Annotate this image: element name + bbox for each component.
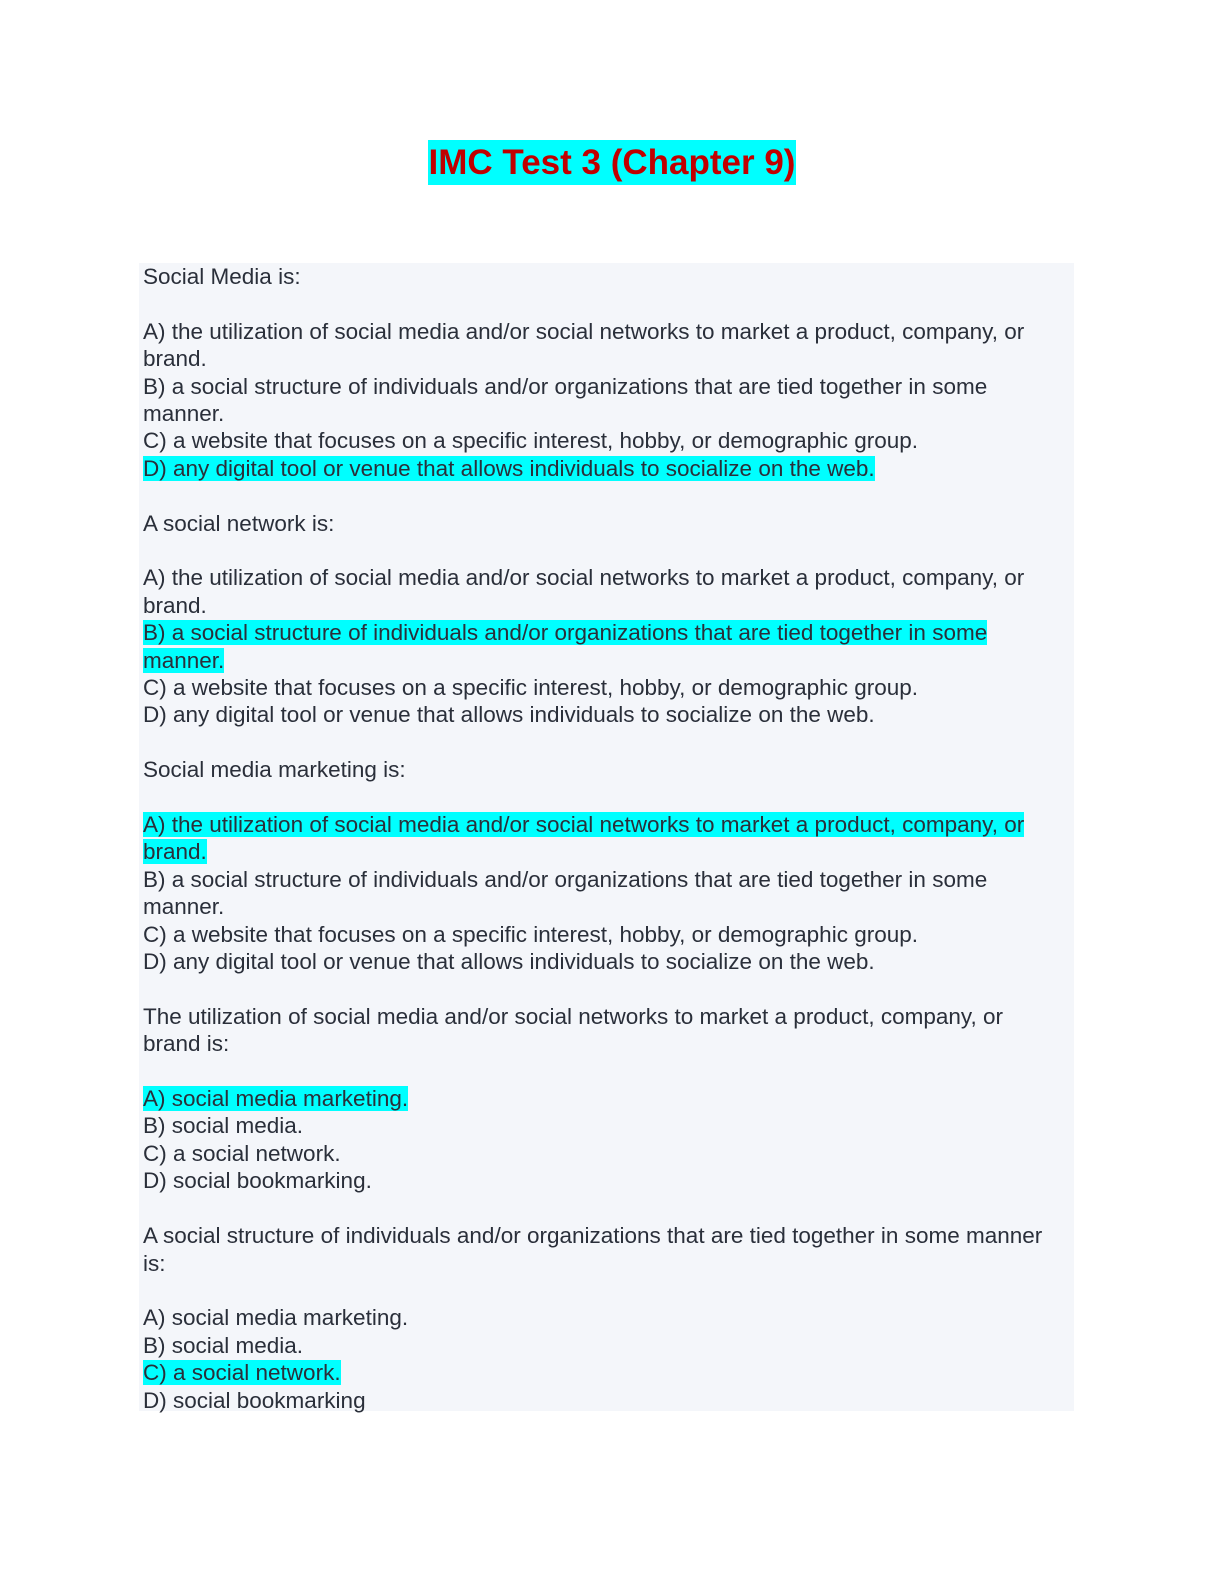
question-prompt: Social Media is:	[143, 264, 301, 289]
choice-d: D) social bookmarking.	[143, 1168, 372, 1194]
choice-c: C) a website that focuses on a specific interest, hobby, or demographic group.	[143, 921, 918, 947]
choice-b-correct	[143, 619, 1063, 674]
question-1	[143, 263, 1063, 482]
choice-a-correct	[143, 811, 1063, 866]
choice-c: C) a website that focuses on a specific interest, hobby, or demographic group.	[143, 675, 918, 701]
question-2	[143, 510, 1063, 729]
choice-c: C) a social network.	[143, 1140, 341, 1166]
question-5	[143, 1222, 1063, 1414]
choice-a: A) the utilization of social media and/or social networks to market a product, company, or brand.	[143, 565, 1025, 618]
answer-highlight: A) social media marketing.	[143, 1086, 409, 1112]
question-3	[143, 756, 1063, 975]
answer-highlight: D) any digital tool or venue that allows individuals to socialize on the web.	[143, 455, 875, 481]
question-list	[143, 263, 1063, 1414]
choice-d: D) social bookmarking	[143, 1387, 366, 1413]
choice-b: B) a social structure of individuals and/or organizations that are tied together in some manner.	[143, 866, 988, 920]
choice-c: C) a website that focuses on a specific interest, hobby, or demographic group.	[143, 428, 918, 454]
choice-a: A) the utilization of social media and/or social networks to market a product, company, or brand.	[143, 318, 1025, 372]
answer-highlight: C) a social network.	[143, 1360, 341, 1386]
answer-highlight: B) a social structure of individuals and/or organizations that are tied together in some manner.	[143, 620, 988, 673]
question-prompt: Social media marketing is:	[143, 757, 406, 783]
choice-b: B) social media.	[143, 1332, 304, 1358]
choice-d: D) any digital tool or venue that allows individuals to socialize on the web.	[143, 949, 875, 975]
answer-highlight: A) the utilization of social media and/or social networks to market a product, company, or brand.	[143, 812, 1025, 865]
choice-c-correct	[143, 1359, 1063, 1386]
choice-a-correct	[143, 1085, 1063, 1112]
title-container	[0, 140, 1224, 185]
question-prompt: A social network is:	[143, 510, 335, 536]
choice-b: B) a social structure of individuals and/or organizations that are tied together in some manner.	[143, 373, 988, 427]
question-4	[143, 1003, 1063, 1195]
choice-d-correct	[143, 455, 1063, 482]
choice-d: D) any digital tool or venue that allows individuals to socialize on the web.	[143, 702, 875, 728]
question-prompt: The utilization of social media and/or social networks to market a product, company, or brand is:	[143, 1003, 1003, 1057]
choice-b: B) social media.	[143, 1113, 304, 1139]
question-prompt: A social structure of individuals and/or organizations that are tied together in some manner is:	[143, 1223, 1043, 1276]
page-title: IMC Test 3 (Chapter 9)	[428, 140, 797, 185]
choice-a: A) social media marketing.	[143, 1305, 409, 1331]
